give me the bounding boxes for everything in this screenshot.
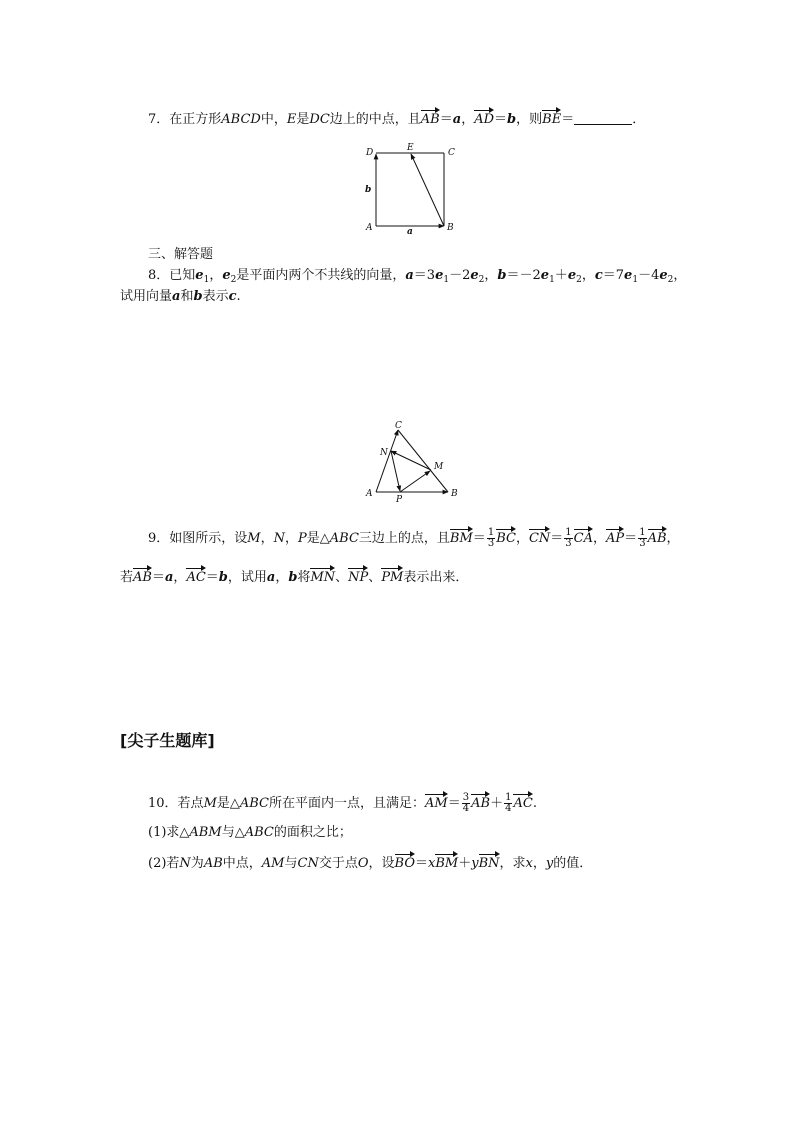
vector-be: BE [542, 112, 562, 127]
label-m: M [434, 462, 444, 472]
label-vec-a: a [407, 227, 413, 236]
label-e: E [407, 143, 414, 153]
figure-square-abcd [360, 142, 460, 236]
segment-mn [391, 451, 431, 470]
label-d: D [366, 148, 374, 158]
section-heading-3: 三、解答题 [148, 247, 214, 262]
fraction-three-quarters: $\frac{3}{4}$ [462, 792, 470, 814]
label-vec-b: b [365, 185, 372, 195]
segment-pm [400, 471, 430, 492]
question-8-line-1: 8．已知$e_1$，$e_2$是平面内两个不共线的向量，$a=3e_1-2e_2$，$b=-2e_1+e_2$，$c=7e_1-4e_2$， [148, 268, 687, 285]
label-b: B [451, 489, 458, 499]
figure-triangle-abc [362, 418, 462, 504]
label-p: P [396, 495, 403, 504]
question-8-line-2: 试用向量a和b表示c. [120, 289, 241, 304]
question-10-part-1: (1)求△ABM与△ABC的面积之比； [148, 825, 352, 840]
label-c: C [448, 148, 455, 158]
segment-be [411, 154, 444, 226]
section-heading-top-student: [尖子生题库] [120, 731, 215, 750]
label-n: N [380, 448, 388, 458]
segment-np [391, 451, 400, 491]
label-c: C [395, 421, 402, 431]
side-ac [376, 430, 398, 492]
vector-ad: AD [474, 112, 495, 127]
fraction-one-third: $\frac{1}{3}$ [639, 527, 646, 549]
side-cb [398, 430, 448, 492]
fraction-one-third: $\frac{1}{3}$ [487, 527, 495, 549]
question-10-part-2: (2)若N为AB中点，AM与CN交于点O，设BO＝xBM＋yBN，求x，y的值． [148, 856, 593, 871]
question-9-line-2: 若AB＝a，AC＝b，试用a，b将MN、NP、PM表示出来． [120, 570, 469, 585]
question-7: 7．在正方形ABCD中，E是DC边上的中点，且AB＝a，AD＝b，则BE＝ ． [148, 112, 646, 127]
label-a: A [366, 223, 373, 233]
question-9-line-1: 9．如图所示，设M，N，P是△ABC三边上的点，且BM＝ $\frac{1}{3}$ BC，CN＝ $\frac{1}{3}$ CA，AP＝ $\frac{1}{3}$ AB， [148, 527, 680, 549]
vector-ab: AB [420, 112, 440, 127]
question-10: 10．若点M是△ABC所在平面内一点，且满足：AM＝ $\frac{3}{4}$ AB＋ $\frac{1}{4}$ AC. [148, 792, 537, 814]
label-a: A [366, 489, 373, 499]
label-b: B [447, 223, 454, 233]
answer-blank[interactable] [574, 112, 632, 125]
fraction-one-quarter: $\frac{1}{4}$ [505, 792, 512, 814]
fraction-one-third: $\frac{1}{3}$ [565, 527, 572, 549]
